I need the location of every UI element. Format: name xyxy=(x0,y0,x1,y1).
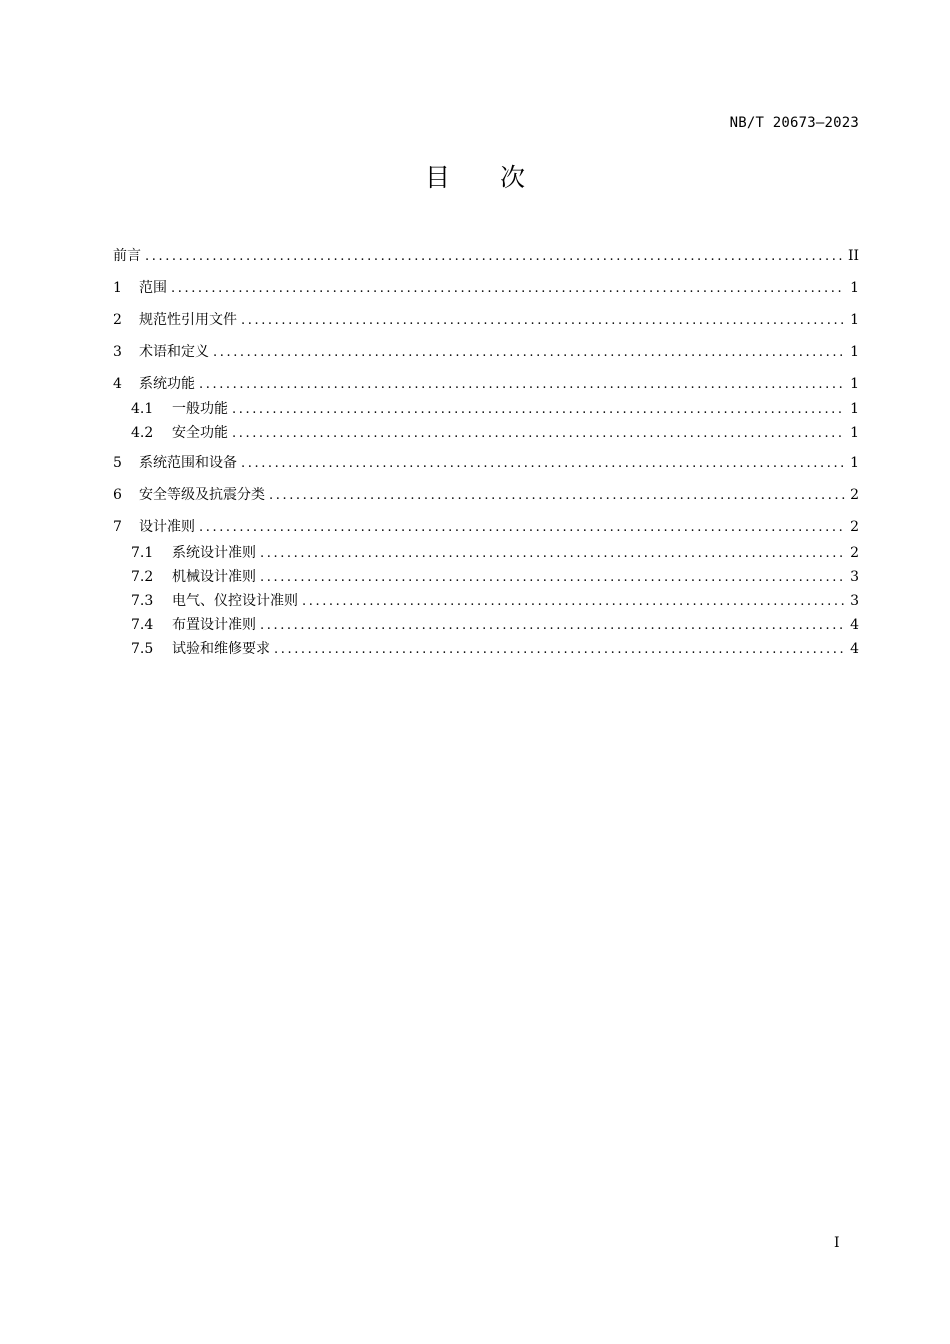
toc-entry-label: 系统范围和设备 xyxy=(139,455,237,471)
toc-entry-mechanical-design-criteria[interactable] xyxy=(131,566,859,588)
toc-entry-label: 系统功能 xyxy=(139,376,195,392)
toc-entry-label: 范围 xyxy=(139,280,167,296)
toc-entry-number: 6 xyxy=(113,487,122,503)
toc-entry-label: 安全等级及抗震分类 xyxy=(139,487,265,503)
toc-entry-number: 2 xyxy=(113,312,122,328)
toc-title: 目次 xyxy=(424,163,575,192)
dot-leader xyxy=(241,310,845,332)
dot-leader xyxy=(241,453,845,475)
toc-entry-label: 一般功能 xyxy=(172,401,228,417)
toc-entry-page: 1 xyxy=(850,280,859,296)
toc-entry-page: 1 xyxy=(850,401,859,417)
toc-entry-number: 7.4 xyxy=(131,617,154,633)
toc-entry-number: 4 xyxy=(113,376,122,392)
dot-leader xyxy=(199,374,845,396)
toc-entry-test-maintenance[interactable] xyxy=(131,638,859,660)
toc-entry-number: 7.5 xyxy=(131,641,154,657)
toc-entry-number: 1 xyxy=(113,280,122,296)
toc-entry-page: II xyxy=(847,248,859,264)
toc-entry-number: 7.1 xyxy=(131,545,154,561)
dot-leader xyxy=(199,517,845,539)
toc-entry-page: 1 xyxy=(850,312,859,328)
dot-leader xyxy=(145,246,844,268)
toc-entry-design-criteria[interactable] xyxy=(113,516,859,538)
toc-entry-page: 1 xyxy=(850,455,859,471)
toc-entry-number: 5 xyxy=(113,455,122,471)
page-number: I xyxy=(834,1235,840,1251)
toc-entry-label: 布置设计准则 xyxy=(172,617,256,633)
toc-entry-page: 1 xyxy=(850,376,859,392)
toc-entry-number: 7 xyxy=(113,519,122,535)
toc-entry-page: 3 xyxy=(850,569,859,585)
toc-entry-label: 机械设计准则 xyxy=(172,569,256,585)
toc-entry-number: 7.3 xyxy=(131,593,154,609)
toc-entry-label: 规范性引用文件 xyxy=(139,312,237,328)
toc-entry-label: 试验和维修要求 xyxy=(172,641,270,657)
toc-entry-number: 7.2 xyxy=(131,569,154,585)
dot-leader xyxy=(213,342,845,364)
dot-leader xyxy=(232,399,845,421)
dot-leader xyxy=(260,567,845,589)
toc-entry-page: 1 xyxy=(850,344,859,360)
toc-entry-scope[interactable] xyxy=(113,277,859,299)
toc-entry-page: 2 xyxy=(850,487,859,503)
toc-entry-number: 3 xyxy=(113,344,122,360)
toc-entry-page: 2 xyxy=(850,519,859,535)
toc-entry-electrical-ic-design-criteria[interactable] xyxy=(131,590,859,612)
toc-entry-layout-design-criteria[interactable] xyxy=(131,614,859,636)
toc-entry-page: 3 xyxy=(850,593,859,609)
dot-leader xyxy=(232,423,845,445)
toc-entry-system-design-criteria[interactable] xyxy=(131,542,859,564)
toc-entry-number: 4.2 xyxy=(131,425,154,441)
toc-entry-page: 2 xyxy=(850,545,859,561)
toc-entry-foreword[interactable] xyxy=(113,245,859,267)
toc-entry-general-functions[interactable] xyxy=(131,398,859,420)
toc-entry-label: 设计准则 xyxy=(139,519,195,535)
toc-entry-label: 安全功能 xyxy=(172,425,228,441)
dot-leader xyxy=(269,485,845,507)
dot-leader xyxy=(302,591,845,613)
toc-entry-safety-functions[interactable] xyxy=(131,422,859,444)
toc-entry-page: 1 xyxy=(850,425,859,441)
standard-code: NB/T 20673—2023 xyxy=(729,115,859,131)
toc-entry-label: 术语和定义 xyxy=(139,344,209,360)
toc-entry-safety-seismic-class[interactable] xyxy=(113,484,859,506)
toc-entry-system-scope-equipment[interactable] xyxy=(113,452,859,474)
dot-leader xyxy=(274,639,845,661)
dot-leader xyxy=(260,543,845,565)
toc-entry-page: 4 xyxy=(850,617,859,633)
toc-entry-label: 系统设计准则 xyxy=(172,545,256,561)
toc-entry-normative-references[interactable] xyxy=(113,309,859,331)
dot-leader xyxy=(171,278,845,300)
toc-entry-label: 前言 xyxy=(113,248,141,264)
toc-entry-page: 4 xyxy=(850,641,859,657)
toc-entry-label: 电气、仪控设计准则 xyxy=(172,593,298,609)
toc-entry-number: 4.1 xyxy=(131,401,154,417)
dot-leader xyxy=(260,615,845,637)
toc-entry-terms-definitions[interactable] xyxy=(113,341,859,363)
toc-entry-system-functions[interactable] xyxy=(113,373,859,395)
